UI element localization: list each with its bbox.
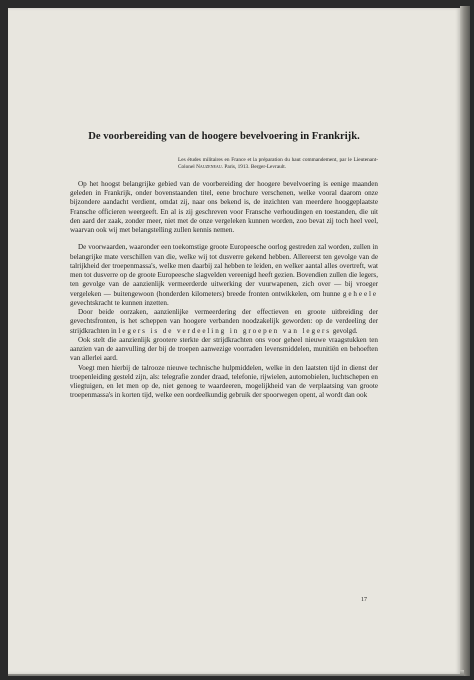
article-title: De voorbereiding van de hoogere bevelvoering in Frankrijk. [88,131,360,142]
page-edge-right [460,6,470,676]
paragraph-3-text: Door beide oorzaken, aanzienlijke vermeerdering der effectieven en groote uitbreiding der gevechtsfronten, is het scheppen van hoogere verbanden noodzakelijk geworden: op de verdeeling der strijdkrachten in [70,308,378,335]
paragraph-3-spaced: legers is de verdeeling in groepen van legers [118,326,331,335]
page-content [70,130,378,401]
paragraph-1: Op het hoogst belangrijke gebied van de voorbereiding der hoogere bevelvoering is eenige maanden geleden in Frankrijk, onder bovenstaanden titel, eene brochure verschenen, welke vooral daarom onze bijzondere aandacht verdient, omdat zij, naar ons bekend is, de inzichten van meerdere hooggeplaatste Fransche officieren weergeeft. En al is zij geschreven voor Fransche verhoudingen en toestanden, die uit den aard der zaak, zonder meer, niet met de onze vergeleken kunnen worden, zoo bevat zij toch heel veel, waarvan ook wij met belangstelling zullen kennis nemen. [70,179,378,235]
paragraph-3 [70,308,378,336]
paragraph-2-text: De voorwaarden, waaronder een toekomstige groote Europeesche oorlog gestreden zal worden, zullen in belangrijke mate verschillen van die, welke wij tot dusverre gekend hebben. Allereerst ten gevolge van de talrijkheid der troepenmassa's, welke men daarbij zal hebben te leiden, en welker aantal alles overtreft, wat men tot dusverre op de groote Europeesche slagvelden vereenigd heeft gezien. Bovendien zullen die legers, ten gevolge van de aanzienlijk vermeerderde uitwerking der vuurwapenen, zich over — bij vroeger vergeleken — buitengewoon (honderden kilometers) breede fronten ontwikkelen, om hunne [70,243,378,298]
paragraph-2 [70,243,378,308]
epigraph [178,157,378,172]
epigraph-place-year: . Paris, 1913. Berger-Levrault. [221,164,287,171]
epigraph-author: Nauzeneau [196,164,222,171]
page-number: 17 [361,597,367,603]
epigraph-text: Les études militaires en France et la préparation du haut commandement, par le Lieutenant-Colonel [178,157,378,171]
paragraph-4: Ook stelt die aanzienlijk grootere sterkte der strijdkrachten ons voor geheel nieuwe vraagstukken ten aanzien van de aanvulling der bij de troepen aanwezige voorraden levensmiddelen, munitiën en behoeften van allerlei aard. [70,335,378,363]
paragraph-2-spaced: geheele [342,289,378,298]
paragraph-2-end: gevechtskracht te kunnen inzetten. [70,298,169,307]
paragraph-5: Voegt men hierbij de talrooze nieuwe technische hulpmiddelen, welke in den laatsten tijd in dienst der troepenleiding gesteld zijn, als: telegrafie zonder draad, telefonie, rijwielen, automobielen, luchtschepen en vliegtuigen, en let men op de, niet genoeg te waardeeren, mogelijkheid van de verplaatsing van groote troepenmassa's in korten tijd, welke een oordeelkundig gebruik der spoorwegen opent, al wordt dan ook [70,363,378,400]
paragraph-3-end: gevolgd. [331,326,358,335]
